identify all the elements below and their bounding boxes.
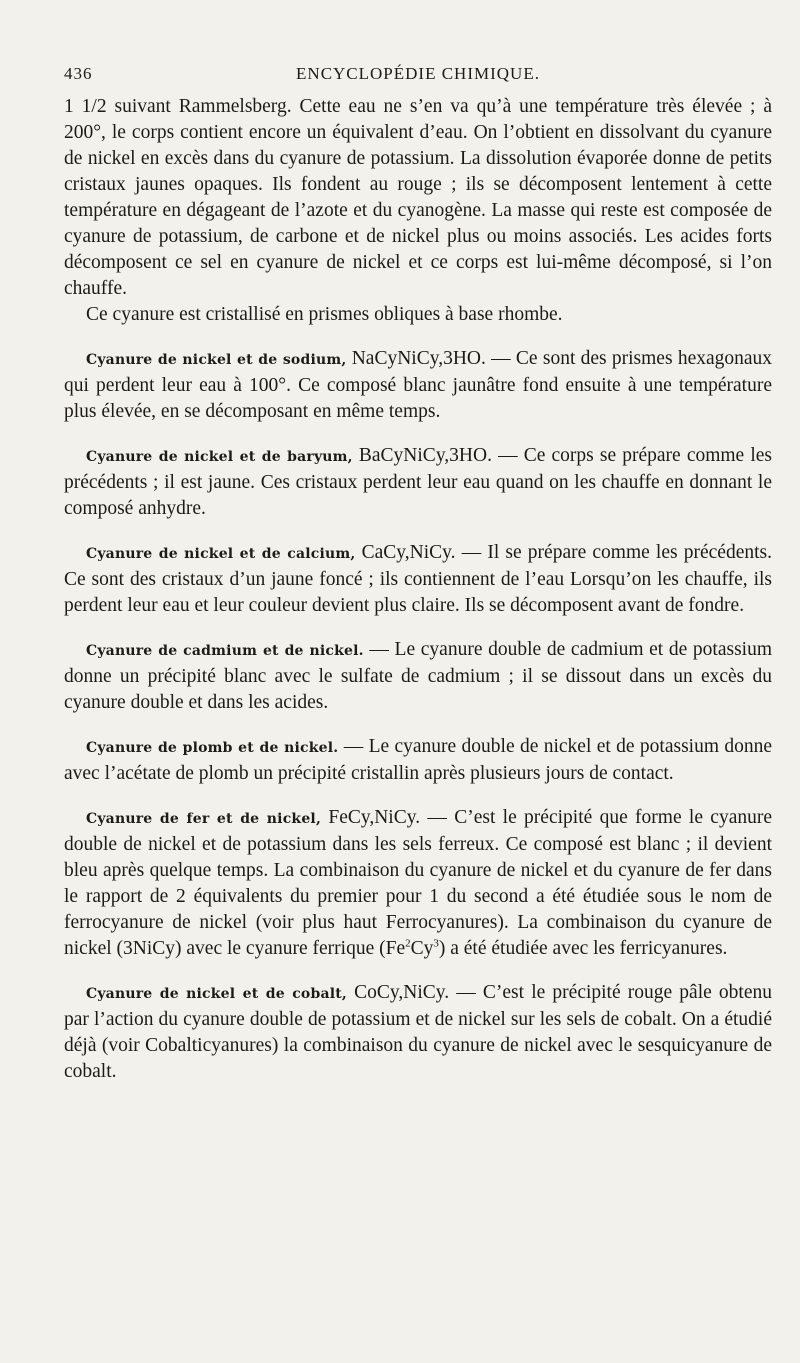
section-heading: Cyanure de nickel et de baryum, [86,449,353,465]
running-title: ENCYCLOPÉDIE CHIMIQUE. [296,64,540,83]
running-header [64,64,772,94]
section-body: — C’est le précipité rouge pâle obtenu par l’action du cyanure double de potassium et de nickel sur les sels de cobalt. On a étudié déjà (voir Cobalticyanures) la combinaison du cyanure de nickel avec le sesquicyanure de cobalt. [64,982,772,1082]
section-formula: CaCy,NiCy. [361,542,456,563]
section-formula: CoCy,NiCy. [354,982,450,1003]
section-body: — Le cyanure double de nickel et de potassium donne avec l’acétate de plomb un précipité cristallin après plusieurs jours de contact. [64,736,773,784]
superscript: 2 [405,937,411,950]
section-formula: BaCyNiCy,3HO. [358,445,492,466]
section-formula: FeCy,NiCy. [328,807,421,828]
page-number: 436 [64,64,93,83]
section-body: — C’est le précipité que forme le cyanure double de nickel et de potassium dans les sels ferreux. Ce composé est blanc ; il devient bleu après quelque temps. La combinaison du cyanure de nickel et du cyanure de fer dans le rapport de 2 équivalents du premier pour 1 du second a été étudiée sous le nom de ferrocyanure de nickel (voir plus haut Ferrocyanures). La combinaison du cyanure de nickel (3NiCy) avec le cyanure ferrique [64,807,772,959]
section-body: — Ce sont des prismes hexagonaux qui perdent leur eau à 100°. Ce composé blanc jaunâtre fond ensuite à une température plus élevée, en se décomposant en même temps. [64,348,773,422]
section-body: — Ce corps se prépare comme les précédents ; il est jaune. Ces cristaux perdent leur eau quand on les chauffe en donnant le composé anhydre. [64,445,772,519]
superscript: 3 [433,937,439,950]
section-sodium [64,346,772,425]
section-heading: Cyanure de nickel et de cobalt, [86,986,347,1002]
section-heading: Cyanure de nickel et de sodium, [86,352,347,368]
section-cobalt [64,980,772,1085]
paragraph: Ce cyanure est cristallisé en prismes obliques à base rhombe. [86,304,563,325]
main-text [64,94,772,1085]
section-heading: Cyanure de nickel et de calcium, [86,546,356,562]
paragraph-continued: 1 1/2 suivant Rammelsberg. Cette eau ne s’en va qu’à une température très élevée ; à 200°, le corps contient encore un équivalent d’eau. On l’obtient en dissolvant du cyanure de nickel en excès dans du cyanure de potassium. La dissolution évaporée donne de petits cristaux jaunes opaques. Ils fondent au rouge ; ils se décomposent lentement à cette température en dégageant de l’azote et du cyanogène. La masse qui reste est composée de cyanure de potassium, de carbone et de nickel plus ou moins associés. Les acides forts décomposent ce sel en cyanure de nickel et ce corps est lui-même décomposé, si l’on chauffe. [64,96,772,299]
section-plomb [64,734,772,787]
section-heading: Cyanure de plomb et de nickel. [86,740,339,756]
section-body: — Le cyanure double de cadmium et de potassium donne un précipité blanc avec le sulfate de cadmium ; il se dissout dans un excès du cyanure double et dans les acides. [64,639,772,713]
formula-tail-post: ) a été étudiée avec les ferricyanures. [438,938,728,959]
section-heading: Cyanure de cadmium et de nickel. [86,643,364,659]
formula-tail-pre: (Fe [379,938,406,959]
section-heading: Cyanure de fer et de nickel, [86,811,322,827]
formula-tail-mid: Cy [410,938,434,959]
section-cadmium [64,637,772,716]
section-fer [64,805,772,962]
section-calcium [64,540,772,619]
section-formula: NaCyNiCy,3HO. [351,348,486,369]
section-body: — Il se prépare comme les précédents. Ce sont des cristaux d’un jaune foncé ; ils contiennent de l’eau Lorsqu’on les chauffe, ils perdent leur eau et leur couleur devient plus claire. Ils se décomposent avant de fondre. [64,542,772,616]
section-baryum [64,443,772,522]
